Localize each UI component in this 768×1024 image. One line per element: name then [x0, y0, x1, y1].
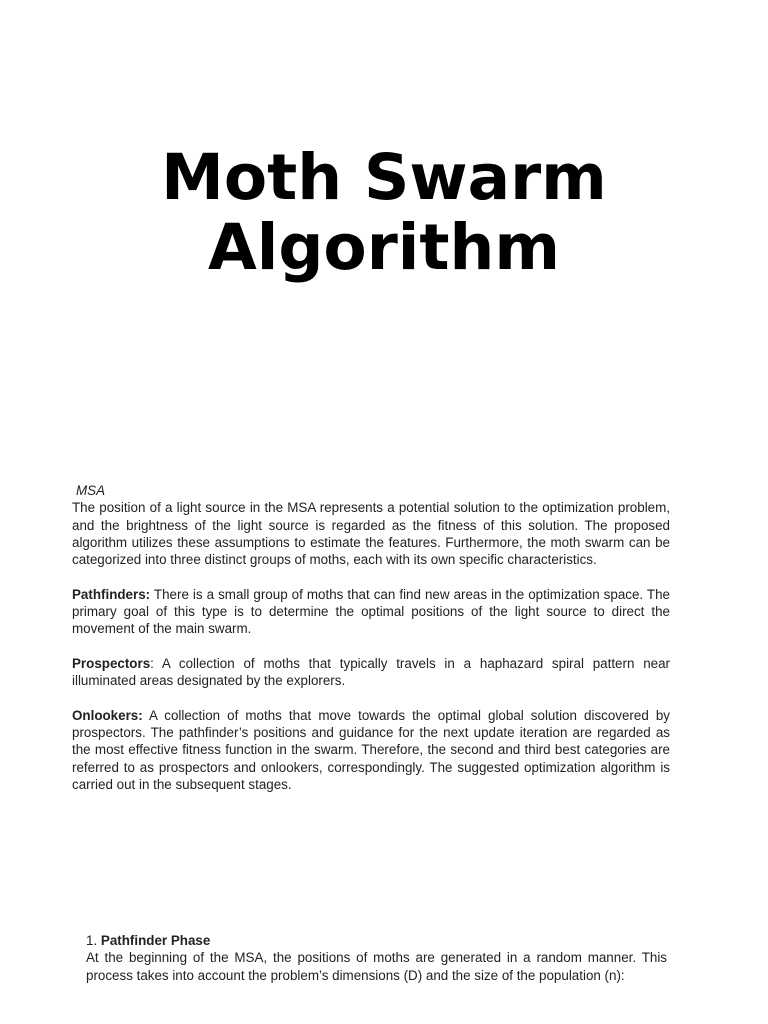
group-pathfinders	[72, 586, 670, 638]
group-prospectors	[72, 655, 670, 690]
phase-1-section	[86, 932, 667, 984]
group-onlookers	[72, 707, 670, 793]
group-term: Onlookers:	[72, 707, 143, 723]
title-line-1: Moth Swarm	[161, 141, 607, 214]
paragraph-gap	[72, 690, 670, 707]
group-text: : A collection of moths that typically travels in a haphazard spiral pattern near illuminated areas designated by the explorers.	[72, 655, 670, 689]
paragraph-gap	[72, 638, 670, 655]
group-text: There is a small group of moths that can find new areas in the optimization space. The primary goal of this type is to determine the optimal positions of the light source to direct the movement of the main swarm.	[72, 586, 670, 637]
title-line-2: Algorithm	[207, 211, 560, 284]
msa-label: MSA	[76, 483, 106, 498]
document-title	[0, 143, 768, 283]
group-term: Prospectors	[72, 655, 151, 671]
phase-1-paragraph: At the beginning of the MSA, the positions of moths are generated in a random manner. This process takes into account the problem’s dimensions (D) and the size of the population (n):	[86, 950, 667, 983]
phase-title: Pathfinder Phase	[100, 933, 211, 948]
group-text: A collection of moths that move towards the optimal global solution discovered by prospectors. The pathfinder’s positions and guidance for the next update iteration are regarded as the most effective fitness function in the swarm. Therefore, the second and third best categories are referred to as prospectors and onlookers, correspondingly. The suggested optimization algorithm is carried out in the subsequent stages.	[72, 707, 670, 793]
phase-1-heading	[86, 932, 667, 949]
phase-number: 1.	[86, 933, 98, 948]
intro-section	[72, 482, 670, 793]
group-term: Pathfinders:	[72, 586, 151, 602]
intro-paragraph: The position of a light source in the MSA represents a potential solution to the optimization problem, and the brightness of the light source is regarded as the fitness of this solution. The proposed algorithm utilizes these assumptions to estimate the features. Furthermore, the moth swarm can be categorized into three distinct groups of moths, each with its own specific characteristics.	[72, 500, 670, 568]
paragraph-gap	[72, 568, 670, 585]
